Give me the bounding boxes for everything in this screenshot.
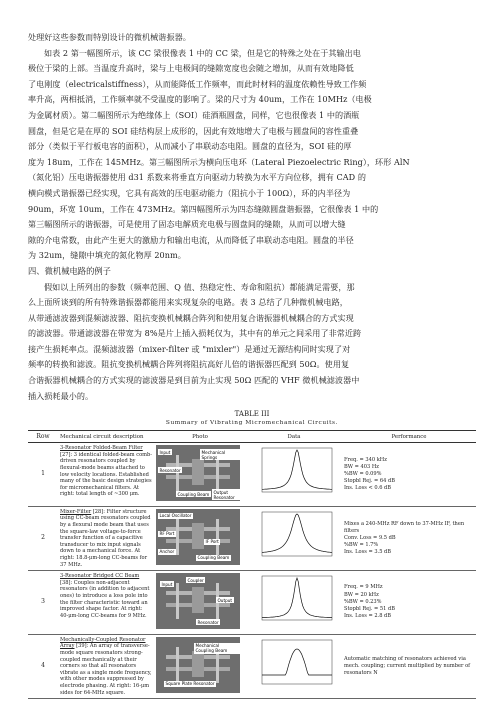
circuit-text: [28]: Filter structure using CC-beam resonators coupled by a flexural mode beam that uses the square-law voltage-to-force transfer function of a capacitive transducer to mix input signals down to a mechanical force. At right: 18.8-μm-long CC-beams for 37 MHz. — [60, 508, 151, 568]
performance-line: %BW = 0.09% — [344, 470, 382, 477]
circuit-title: 3-Resonator Folded-Beam Filter — [60, 445, 143, 452]
performance-line: %BW = 0.23% — [344, 598, 382, 605]
col-header-data: Data — [246, 431, 342, 443]
plot-frame — [262, 448, 332, 492]
body-line: 如表 2 第一幅图所示，该 CC 梁很像表 1 中的 CC 梁，但是它的特殊之处在于其输出电 — [44, 47, 361, 58]
body-line: 为金属材质）。第二幅图所示为绝缘体上（SOI）硅酒瓶圆盘，同样，它也很像表 1 中的酒瓶 — [28, 109, 360, 120]
photo-label: Coupling Beam — [177, 491, 210, 497]
performance-line: Automatic matching of resonators achieved via mech. coupling; current multiplied by number of resonators N — [344, 655, 471, 677]
performance-line: Ins. Loss = 2.8 dB — [344, 613, 392, 620]
photo-label: Resonator — [197, 619, 219, 625]
circuit-text: [39]: An array of transverse-mode square resonators strong-coupled mechanically at their corners so that all resonators vibrate as a single mode frequency, with other modes suppressed by electrode phasing. At right: 16-μm sides for 64-MHz square. — [60, 643, 152, 696]
response-curve — [262, 450, 332, 489]
body-line: 合谐振器机械耦合的方式实现的滤波器是到目前为止实现 50Ω 匹配的 VHF 微机械滤波器中 — [28, 375, 360, 386]
body-line: 从带通滤波器到混频滤波器、阻抗变换机械耦合阵列和使用复合谐振器机械耦合的方式实现 — [28, 312, 354, 323]
circuit-text: [38]: Couples non-adjacent resonators (in addition to adjacent ones) to introduce a loss pole into the filter characteristic toward an improved shape factor. At right: 40-μm-long CC-beams for 9 MHz. — [60, 579, 150, 619]
col-header-row: Row — [28, 431, 58, 443]
performance-line: Freq. = 9 MHz — [344, 584, 383, 591]
response-curve — [262, 649, 332, 675]
data-plot-cell — [246, 634, 342, 698]
photo-label: Output — [217, 597, 233, 603]
frequency-response-plot — [248, 445, 336, 501]
photo-label: Input — [159, 449, 171, 455]
performance-cell — [342, 634, 476, 698]
body-line: 的滤波器。带通滤波器在带宽为 8%是片上插入损耗仅为，其中有的单元之间采用了非常近跨 — [28, 328, 362, 339]
body-line: 圆盘，但是它是在厚的 SOI 硅结构层上成形的，因此有效地增大了电极与圆盘间的容性重叠 — [28, 125, 359, 136]
body-line: 率升高，两相抵消，工作频率就不受温度的影响了。梁的尺寸为 40um，工作在 10MHz（电极 — [28, 94, 372, 105]
table-row — [28, 634, 476, 698]
body-line: 接产生损耗率点。混频滤波器（mixer-filter 或 "mixler"）是通过无源结构同时实现了对 — [28, 343, 351, 354]
body-line: （氮化铝）压电谐振器使用 d31 系数来将垂直方向驱动力转换为水平方向位移，拥有 CAD 的 — [28, 172, 366, 183]
col-header-description: Mechanical circuit description — [58, 431, 154, 443]
circuit-title: Mechanically-Coupled Resonator Array — [60, 636, 146, 650]
table-row — [28, 443, 476, 507]
col-header-performance: Performance — [342, 431, 476, 443]
frequency-response-plot — [248, 573, 336, 629]
photo-label: Square Plate Resonator — [165, 681, 215, 687]
body-line: 部分（类似于平行板电容的面积），从而减小了串联动态电阻。圆盘的直径为，SOI 硅的厚 — [28, 141, 352, 152]
response-curve — [262, 514, 332, 553]
performance-line: BW = 20 kHz — [344, 591, 379, 598]
photo-cell — [154, 506, 246, 570]
circuit-description — [58, 571, 154, 635]
plot-frame — [262, 576, 332, 620]
body-line: 第三幅图所示的谐振器，可是使用了固态电解质充电极与圆盘间的缝隙，从而可以增大缝 — [28, 219, 346, 230]
performance-cell — [342, 571, 476, 635]
photo-label: Coupling Beam — [197, 555, 230, 561]
performance-line: Conv. Loss = 9.5 dB — [344, 534, 396, 541]
circuit-description — [58, 506, 154, 570]
circuit-description — [58, 634, 154, 698]
row-number: 2 — [28, 506, 58, 570]
document-page — [28, 30, 476, 699]
body-line: 假如以上所列出的参数（频率范围、Q 值、热稳定性、寿命和阻抗）都能满足需要，那 — [44, 281, 355, 292]
performance-line: Stopbl Rej. = 51 dB — [344, 606, 396, 613]
circuit-description — [58, 443, 154, 507]
photo-label: Output Resonator — [212, 489, 240, 500]
row-number: 1 — [28, 443, 58, 507]
row-number: 4 — [28, 634, 58, 698]
circuit-text: [27]: 3 identical folded-beam comb-driven resonators coupled by flexural-mode beams attached to low velocity locations. Established many of the basic design strategies for micromechanical filters. At right: total length of ~300 μm. — [60, 451, 152, 498]
photo-cell — [154, 443, 246, 507]
body-line: 么上面所谈到的所有特殊谐振器都能用来实现复杂的电路。表 3 总结了几种微机械电路， — [28, 297, 348, 308]
photo-label: Coupler — [187, 577, 204, 583]
body-line: 频率的转换和滤波。阻抗变换机械耦合阵列将阻抗高好儿倍的谐振器匹配到 50Ω。使用复 — [28, 359, 350, 370]
body-line: 处理好这些参数而特别设计的微机械谐振器。 — [28, 32, 191, 42]
photo-label: RF Port — [159, 531, 175, 537]
circuits-table — [28, 430, 476, 699]
table-row — [28, 571, 476, 635]
photo-label: Anchor — [159, 549, 175, 555]
plot-frame — [262, 512, 332, 556]
body-line: 极位于梁的上部。当温度升高时，梁与上电极间的缝隙宽度也会随之增加，从而有效地降低 — [28, 63, 354, 74]
body-line: 横向模式谐振器已经实现，它具有高效的压电驱动能力（阻抗小于 100Ω），环的内半径为 — [28, 187, 351, 198]
table-header-row — [28, 431, 476, 443]
body-line: 插入损耗最小的。 — [28, 390, 94, 401]
table-caption: TABLE III — [234, 410, 270, 419]
performance-line: Freq. = 340 kHz — [344, 456, 387, 463]
photo-label: Mechanical Coupling Beam — [194, 643, 240, 654]
row-number: 3 — [28, 571, 58, 635]
performance-cell — [342, 443, 476, 507]
circuit-title: 3-Resonator Bridged CC Beam — [60, 573, 140, 580]
sem-micrograph — [156, 445, 240, 501]
section-heading: 四、微机械电路的例子 — [28, 265, 111, 276]
performance-line: Ins. Loss < 0.6 dB — [344, 485, 392, 492]
table-row — [28, 506, 476, 570]
performance-line: BW = 403 Hz — [344, 463, 379, 470]
photo-cell — [154, 571, 246, 635]
performance-line: %BW = 1.7% — [344, 542, 379, 549]
data-plot-cell — [246, 443, 342, 507]
table-subtitle: Summary of Vibrating Micromechanical Circuits. — [165, 420, 339, 427]
photo-label: Input — [161, 581, 173, 587]
frequency-response-plot — [248, 509, 336, 565]
sem-micrograph — [156, 637, 240, 693]
data-plot-cell — [246, 571, 342, 635]
body-line: 了电刚度（electricalstiffness），从而能降低工作频率，而此时材料的温度依赖性导致工作频 — [28, 78, 367, 89]
plot-frame — [262, 640, 332, 684]
performance-line: Ins. Loss = 3.5 dB — [344, 549, 392, 556]
body-line: 为 32um，缝隙中填充的氮化物厚 20nm。 — [28, 250, 186, 261]
sem-micrograph — [156, 573, 240, 629]
performance-cell — [342, 506, 476, 570]
photo-label: IF Port — [205, 539, 219, 545]
performance-line: Mixes a 240-MHz RF down to 37-MHz IF, then filters — [344, 520, 465, 534]
paragraph-2 — [28, 280, 476, 405]
sem-micrograph — [156, 509, 240, 565]
response-curve — [262, 578, 332, 618]
paragraph-1 — [28, 46, 476, 264]
body-line: 隙的介电常数，由此产生更大的激励力和输出电流，从而降低了串联动态电阻。圆盘的半径 — [28, 234, 354, 245]
col-header-photo: Photo — [154, 431, 246, 443]
body-line: 度为 18um，工作在 145MHz。第三幅图所示为横向压电环（Lateral Piezoelectric Ring），环形 AlN — [28, 156, 410, 167]
frequency-response-plot — [248, 637, 336, 693]
body-line: 90um，环宽 10um，工作在 473MHz。第四幅图所示为四态缝隙圆盘谐振器，它很像表 1 中的 — [28, 203, 379, 214]
photo-label: Local Oscillator — [159, 513, 192, 519]
photo-cell — [154, 634, 246, 698]
photo-label: Mechanical Springs — [200, 449, 240, 460]
intro-line — [28, 30, 476, 46]
circuit-title: Mixer-Filter — [60, 508, 92, 515]
performance-line: Stopbl Rej. = 64 dB — [344, 478, 396, 485]
photo-label: Resonator — [159, 467, 181, 473]
data-plot-cell — [246, 506, 342, 570]
